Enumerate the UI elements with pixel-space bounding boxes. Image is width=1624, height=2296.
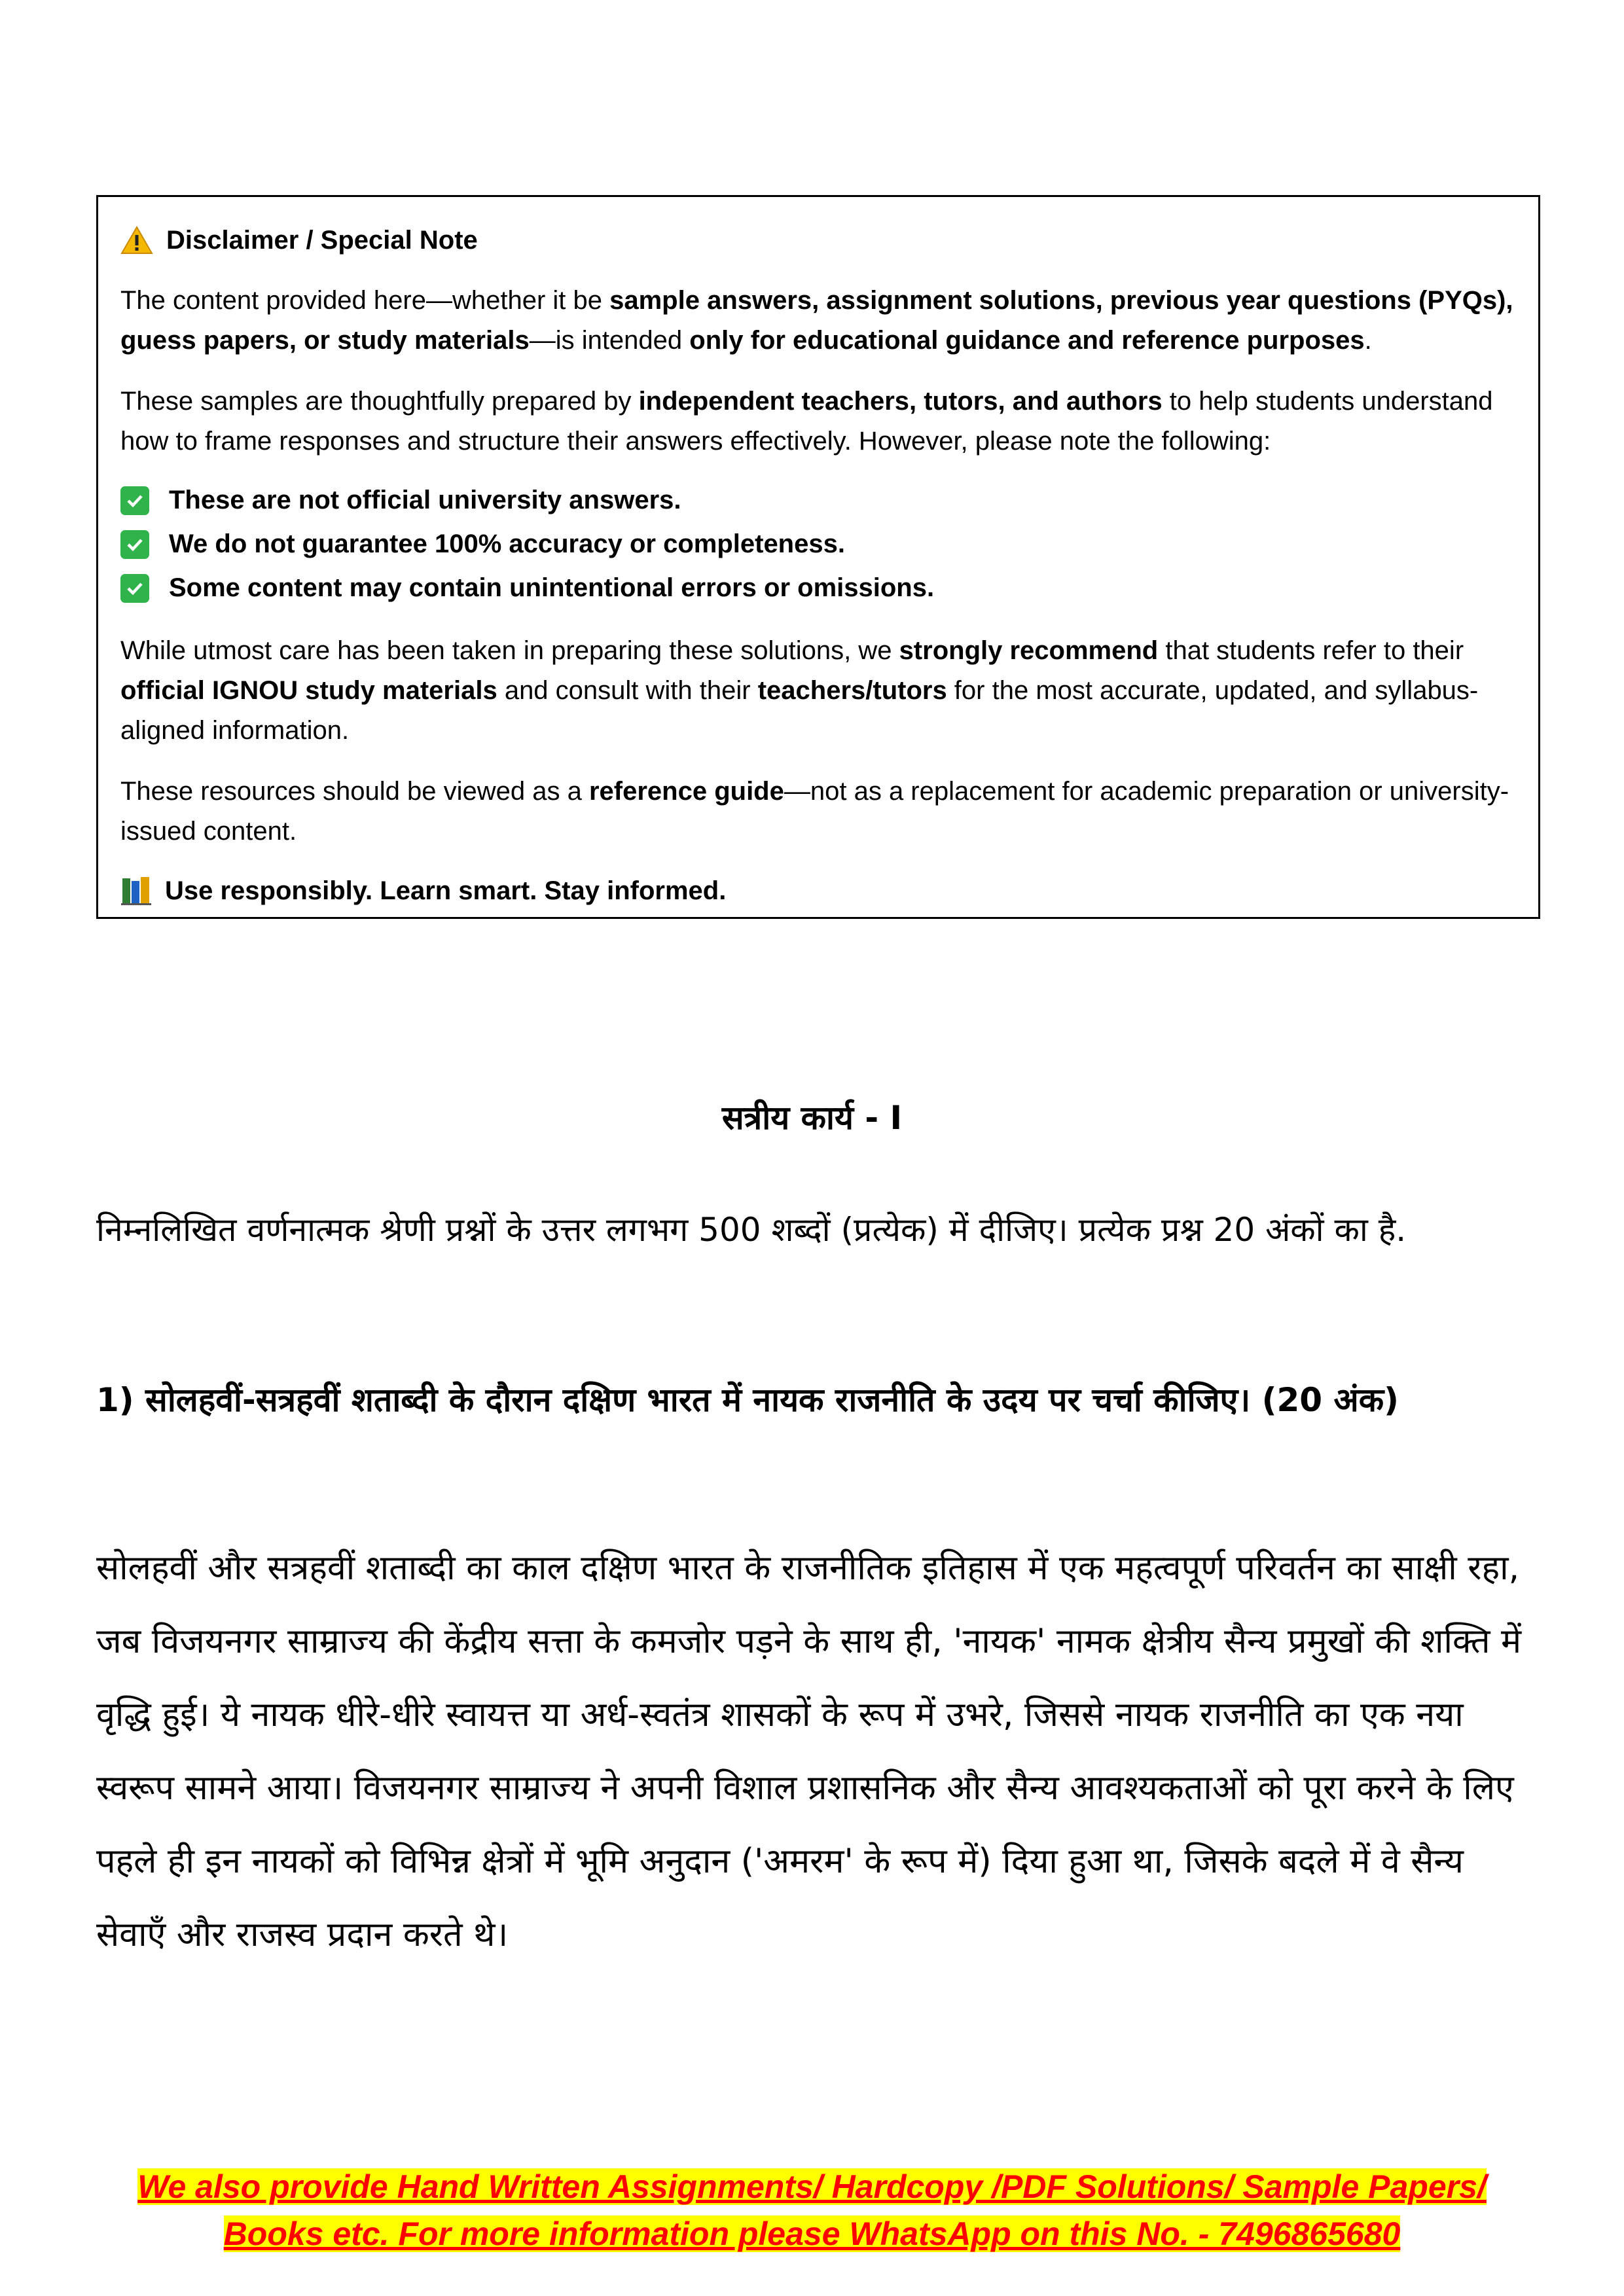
check-item-label: We do not guarantee 100% accuracy or completeness. — [169, 529, 845, 558]
disclaimer-paragraph-1 — [120, 281, 1516, 361]
text-run: The content provided here—whether it be — [120, 286, 610, 315]
closing-line — [120, 871, 1516, 910]
disclaimer-heading — [120, 221, 1516, 260]
bold-run: reference guide — [588, 777, 784, 806]
text-run: While utmost care has been taken in preparing these solutions, we — [120, 636, 899, 665]
bold-run: only for educational guidance and reference purposes — [689, 326, 1365, 355]
check-icon — [120, 486, 149, 515]
check-item — [120, 478, 1516, 522]
footer-banner — [0, 2163, 1624, 2257]
check-item-label: These are not official university answers. — [169, 486, 681, 514]
check-item — [120, 566, 1516, 610]
bold-run: strongly recommend — [899, 636, 1159, 665]
disclaimer-box — [96, 195, 1540, 919]
bold-run: official IGNOU study materials — [120, 676, 497, 705]
disclaimer-paragraph-4 — [120, 772, 1516, 852]
text-run: and consult with their — [497, 676, 758, 705]
disclaimer-paragraph-3 — [120, 631, 1516, 751]
answer-paragraph: सोलहवीं और सत्रहवीं शताब्दी का काल दक्षिण भारत के राजनीतिक इतिहास में एक महत्वपूर्ण परिवर्तन का साक्षी रहा, जब विजयनगर साम्राज्य की केंद्रीय सत्ता के कमजोर पड़ने के साथ ही, 'नायक' नामक क्षेत्रीय सैन्य प्रमुखों की शक्ति में वृद्धि हुई। ये नायक धीरे-धीरे स्वायत्त या अर्ध-स्वतंत्र शासकों के रूप में उभरे, जिससे नायक राजनीति का एक नया स्वरूप सामने आया। विजयनगर साम्राज्य ने अपनी विशाल प्रशासनिक और सैन्य आवश्यकताओं को पूरा करने के लिए पहले ही इन नायकों को विभिन्न क्षेत्रों में भूमि अनुदान ('अमरम' के रूप में) दिया हुआ था, जिसके बदले में वे सैन्य सेवाएँ और राजस्व प्रदान करते थे। — [96, 1549, 1522, 1954]
text-run: —is intended — [529, 326, 690, 355]
instruction-text: निम्नलिखित वर्णनात्मक श्रेणी प्रश्नों के उत्तर लगभग 500 शब्दों (प्रत्येक) में दीजिए। प्रत्येक प्रश्न 20 अंकों का है. — [96, 1211, 1407, 1249]
text-run: for the most accurate, updated, and syllabus-aligned information. — [120, 676, 1479, 745]
text-run: . — [1364, 326, 1372, 355]
text-run: These resources should be viewed as a — [120, 777, 589, 806]
closing-text: Use responsibly. Learn smart. Stay informed. — [165, 876, 727, 905]
check-item — [120, 522, 1516, 566]
check-list — [120, 478, 1516, 610]
check-item-label: Some content may contain unintentional errors or omissions. — [169, 573, 935, 602]
footer-line-2: Books etc. For more information please WhatsApp on this No. - 7496865680 — [223, 2215, 1401, 2252]
text-run: These samples are thoughtfully prepared by — [120, 387, 639, 416]
question-heading: 1) सोलहवीं-सत्रहवीं शताब्दी के दौरान दक्षिण भारत में नायक राजनीति के उदय पर चर्चा कीजिए। (20 अंक) — [96, 1381, 1399, 1419]
check-icon — [120, 530, 149, 559]
footer-line-1: We also provide Hand Written Assignments/ Hardcopy /PDF Solutions/ Sample Papers/ — [137, 2168, 1487, 2205]
text-run: that students refer to their — [1158, 636, 1464, 665]
bold-run: teachers/tutors — [757, 676, 947, 705]
books-icon — [120, 876, 152, 906]
disclaimer-paragraph-2 — [120, 382, 1516, 461]
section-title: सत्रीय कार्य - I — [721, 1099, 903, 1137]
warning-icon — [120, 226, 153, 255]
text-run: —not as a replacement for academic preparation or university-issued content. — [120, 777, 1509, 846]
check-icon — [120, 574, 149, 603]
disclaimer-title: Disclaimer / Special Note — [166, 225, 478, 255]
bold-run: sample answers, assignment solutions, previous year questions (PYQs), guess papers, or study materials — [120, 286, 1513, 355]
bold-run: independent teachers, tutors, and authors — [638, 387, 1163, 416]
text-run: to help students understand how to frame responses and structure their answers effectively. However, please note the following: — [120, 387, 1493, 456]
